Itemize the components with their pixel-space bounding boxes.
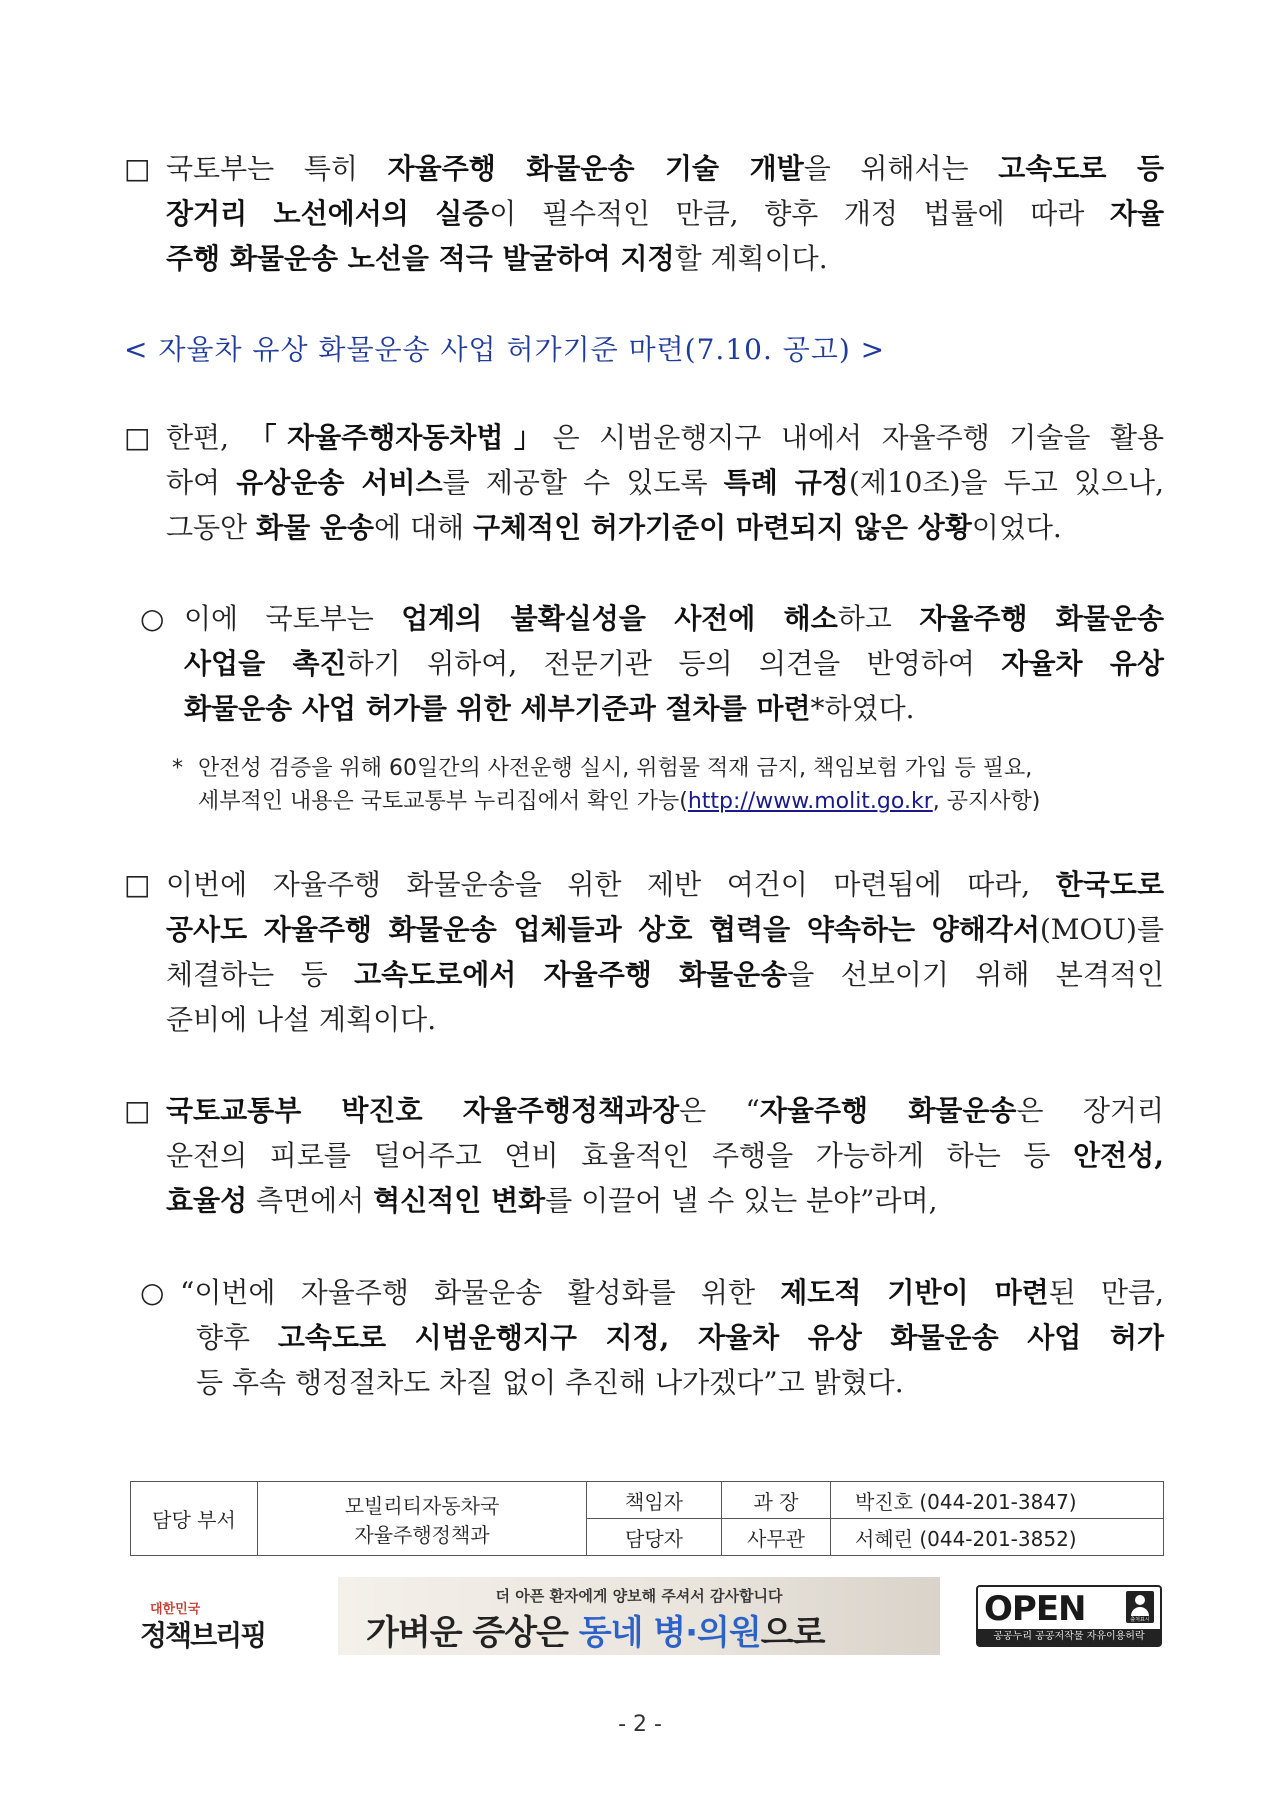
role-cell: 담당자 (587, 1519, 722, 1556)
person-cell: 서혜린 (044-201-3852) (831, 1519, 1164, 1556)
person-cell: 박진호 (044-201-3847) (831, 1482, 1164, 1519)
title-cell: 과 장 (722, 1482, 831, 1519)
square-bullet: □ (124, 152, 151, 185)
footnote-marker: * (172, 756, 183, 781)
role-cell: 책임자 (587, 1482, 722, 1519)
kogl-open-badge[interactable]: OPEN 출처표시 공공누리 공공저작물 자유이용허락 (976, 1585, 1162, 1647)
molit-link[interactable]: http://www.molit.go.kr (687, 789, 933, 814)
section-title: < 자율차 유상 화물운송 사업 허가기준 마련(7.10. 공고) > (124, 333, 886, 366)
dept-name: 모빌리티자동차국 자율주행정책과 (258, 1482, 587, 1556)
circle-bullet: ○ (140, 602, 165, 635)
sub-point-1: ○ 이에 국토부는 업계의 불확실성을 사전에 해소하고 자율주행 화물운송 사업을 촉진하기 위하여, 전문기관 등의 의견을 반영하여 자율차 유상 화물운송 사업 허가를 위한 세부기준과 절차를 마련*하였다. (140, 596, 1164, 731)
footnote (172, 752, 1164, 818)
person-icon: 출처표시 (1126, 1591, 1154, 1623)
title-cell: 사무관 (722, 1519, 831, 1556)
paragraph-4: □ 국토교통부 박진호 자율주행정책과장은 “자율주행 화물운송은 장거리 운전의 피로를 덜어주고 연비 효율적인 주행을 가능하게 하는 등 안전성, 효율성 측면에서 혁신적인 변화를 이끌어 낼 수 있는 분야”라며, (124, 1088, 1164, 1223)
paragraph-3: □ 이번에 자율주행 화물운송을 위한 제반 여건이 마련됨에 따라, 한국도로 공사도 자율주행 화물운송 업체들과 상호 협력을 약속하는 양해각서(MOU)를 체결하는 등 고속도로에서 자율주행 화물운송을 선보이기 위해 본격적인 준비에 나설 계획이다. (124, 862, 1164, 1042)
circle-bullet: ○ (140, 1276, 165, 1309)
policy-briefing-logo[interactable]: 대한민국 정책브리핑 (140, 1602, 266, 1652)
paragraph-1: □ 국토부는 특히 자율주행 화물운송 기술 개발을 위해서는 고속도로 등 장거리 노선에서의 실증이 필수적인 만큼, 향후 개정 법률에 따라 자율 주행 화물운송 노선을 적극 발굴하여 지정할 계획이다. (124, 146, 1164, 281)
footnote-line-2: 세부적인 내용은 국토교통부 누리집에서 확인 가능(http://www.molit.go.kr, 공지사항) (198, 789, 1041, 814)
sub-point-2: ○ “이번에 자율주행 화물운송 활성화를 위한 제도적 기반이 마련된 만큼, 향후 고속도로 시범운행지구 지정, 자율차 유상 화물운송 사업 허가 등 후속 행정절차도 차질 없이 추진해 나가겠다”고 밝혔다. (140, 1270, 1164, 1405)
public-campaign-banner[interactable]: 더 아픈 환자에게 양보해 주셔서 감사합니다 가벼운 증상은 동네 병·의원으로 (338, 1577, 940, 1655)
footnote-line-1: 안전성 검증을 위해 60일간의 사전운행 실시, 위험물 적재 금지, 책임보험 가입 등 필요, (198, 756, 1033, 781)
paragraph-2: □ 한편, 「자율주행자동차법」은 시범운행지구 내에서 자율주행 기술을 활용 하여 유상운송 서비스를 제공할 수 있도록 특례 규정(제10조)을 두고 있으나, 그동안 화물 운송에 대해 구체적인 허가기준이 마련되지 않은 상황이었다. (124, 415, 1164, 550)
dept-label: 담당 부서 (131, 1482, 258, 1556)
square-bullet: □ (124, 421, 151, 454)
page-number: - 2 - (618, 1712, 662, 1737)
contact-table (130, 1481, 1164, 1556)
square-bullet: □ (124, 868, 151, 901)
square-bullet: □ (124, 1094, 151, 1127)
